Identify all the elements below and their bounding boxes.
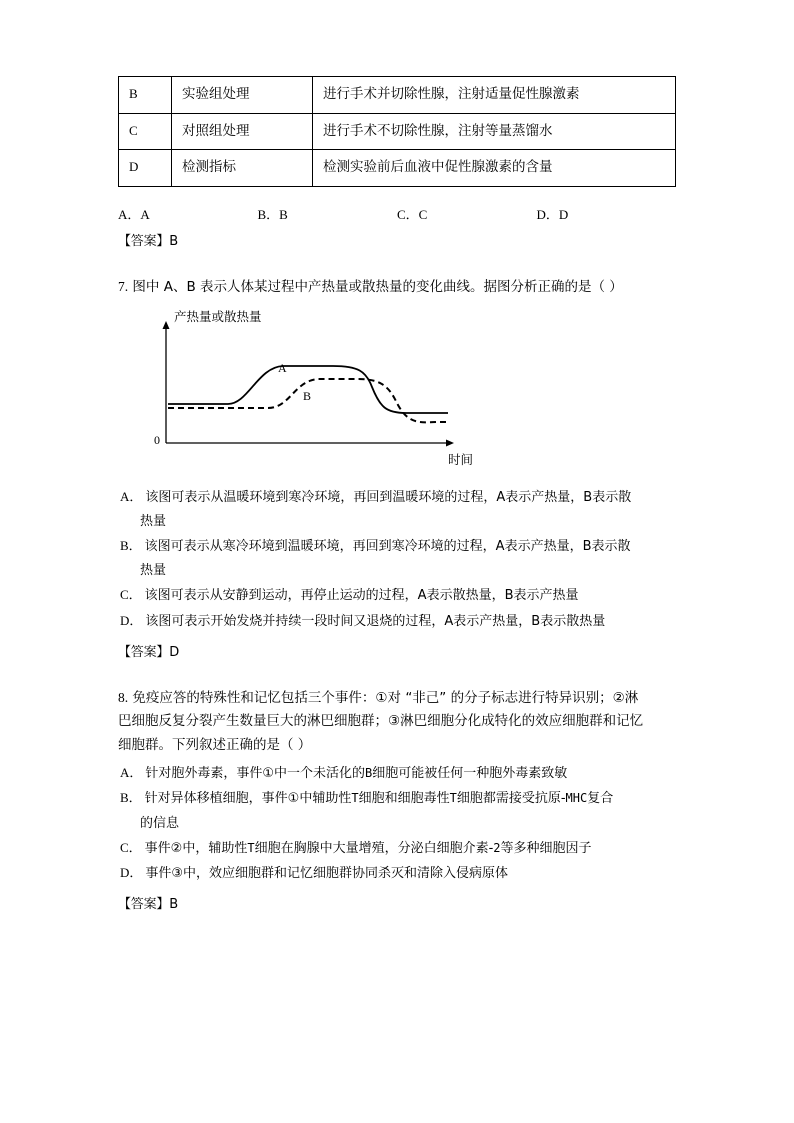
q8-option-a [118,761,676,786]
table-cell-desc: 进行手术不切除性腺，注射等量蒸馏水 [313,113,676,150]
q7-option-b-text: 该图可表示从寒冷环境到温暖环境，再回到寒冷环境的过程，A表示产热量，B表示散 [144,539,631,555]
q7-options [118,485,676,633]
q8-option-b-pre: 针对异体移植细胞，事件①中辅助性 [144,791,352,807]
q8-option-c-tail: 等多种细胞因子 [500,840,592,856]
figure-curve-a-label: A [278,361,287,376]
q7-stem-text: 图中 A、B 表示人体某过程中产热量或散热量的变化曲线。据图分析正确的是（ ） [132,278,623,295]
q6-options [118,204,676,223]
table-cell-desc: 进行手术并切除性腺，注射适量促性腺激素 [313,77,676,114]
table-cell-item: 实验组处理 [172,77,313,114]
table-cell-item: 检测指标 [172,150,313,187]
q6-answer: 【答案】B [118,233,178,249]
q7-option-d-label: D． [120,612,143,628]
figure-y-axis-label: 产热量或散热量 [174,309,262,325]
q7-option-c-text: 该图可表示从安静到运动，再停止运动的过程，A表示散热量，B表示产热量 [144,588,579,604]
table-row [119,150,676,187]
q8-option-d-pre: 事件③中，效应细胞群和记忆细胞群协同杀灭和清除入侵病原体 [145,865,509,881]
q8-option-c-pre: 事件②中，辅助性 [144,840,248,856]
figure-origin-label: 0 [154,433,160,448]
q8-stem [118,686,676,711]
q8-option-b-cont: 的信息 [140,815,180,831]
q7-option-c-label: C． [120,587,142,603]
question-8 [118,686,676,912]
q8-option-b-mono3: MHC [565,791,588,806]
q7-option-b-label: B． [120,538,142,554]
q8-option-d [118,861,676,886]
q8-options [118,761,676,885]
q8-option-c [118,836,676,861]
q7-answer: 【答案】D [118,644,180,660]
q7-option-d-text: 该图可表示开始发烧并持续一段时间又退烧的过程，A表示产热量，B表示散热量 [145,613,606,629]
q7-option-b-cont: 热量 [140,563,167,579]
q8-option-b-mid: 细胞和细胞毒性 [358,791,450,807]
q7-option-a-label: A． [120,489,143,505]
q7-figure [118,305,676,481]
q7-number: 7. [118,278,129,294]
q6-option-b: B．B [257,206,288,222]
q8-option-c-mono2: 2 [493,840,501,855]
q8-option-c-label: C． [120,839,142,855]
q8-option-b-tail: 复合 [587,791,614,807]
q8-option-a-label: A． [120,765,143,781]
q6-option-c: C．C [397,206,428,222]
q8-number: 8. [118,689,129,705]
q7-option-c [118,583,676,608]
experiment-table [118,76,676,187]
table-row [119,113,676,150]
table-cell-item: 对照组处理 [172,113,313,150]
q7-stem [118,275,676,300]
table-cell-desc: 检测实验前后血液中促性腺激素的含量 [313,150,676,187]
q8-option-a-mono: B [365,766,373,781]
q6-option-d: D．D [536,206,569,222]
q8-option-b-label: B． [120,790,142,806]
q8-option-c-post: 细胞在胸腺中大量增殖，分泌白细胞介素- [254,840,494,856]
q8-answer: 【答案】B [118,896,178,912]
q7-option-b [118,534,676,559]
q8-stem-line2: 巴细胞反复分裂产生数量巨大的淋巴细胞群；③淋巴细胞分化成特化的效应细胞群和记忆 [118,713,644,730]
q8-option-b-mono2: T [449,791,457,806]
q7-option-a [118,485,676,510]
q7-option-a-text: 该图可表示从温暖环境到寒冷环境，再回到温暖环境的过程，A表示产热量，B表示散 [145,490,632,506]
q8-option-c-mono1: T [247,840,255,855]
q8-option-d-label: D． [120,864,143,880]
q8-stem-line1: 免疫应答的特殊性和记忆包括三个事件：①对 “非己” 的分子标志进行特异识别；②淋 [132,689,639,706]
q8-option-b-post: 细胞都需接受抗原- [456,791,566,807]
question-7 [118,275,676,660]
heat-curve-diagram [118,305,678,481]
q8-option-a-post: 细胞可能被任何一种胞外毒素致敏 [372,766,568,782]
table-cell-key: C [119,113,172,150]
q7-option-d [118,609,676,634]
q8-option-b [118,786,676,811]
figure-x-axis-label: 时间 [448,452,474,468]
table-cell-key: D [119,150,172,187]
q8-option-b-mono1: T [351,791,359,806]
q7-option-a-cont: 热量 [140,514,167,530]
q8-option-a-pre: 针对胞外毒素，事件①中一个未活化的 [145,766,366,782]
figure-curve-b-label: B [303,389,312,404]
table-cell-key: B [119,77,172,114]
q8-stem-line3: 细胞群。下列叙述正确的是（ ） [118,736,312,753]
table-row [119,77,676,114]
q6-option-a: A．A [118,206,150,222]
